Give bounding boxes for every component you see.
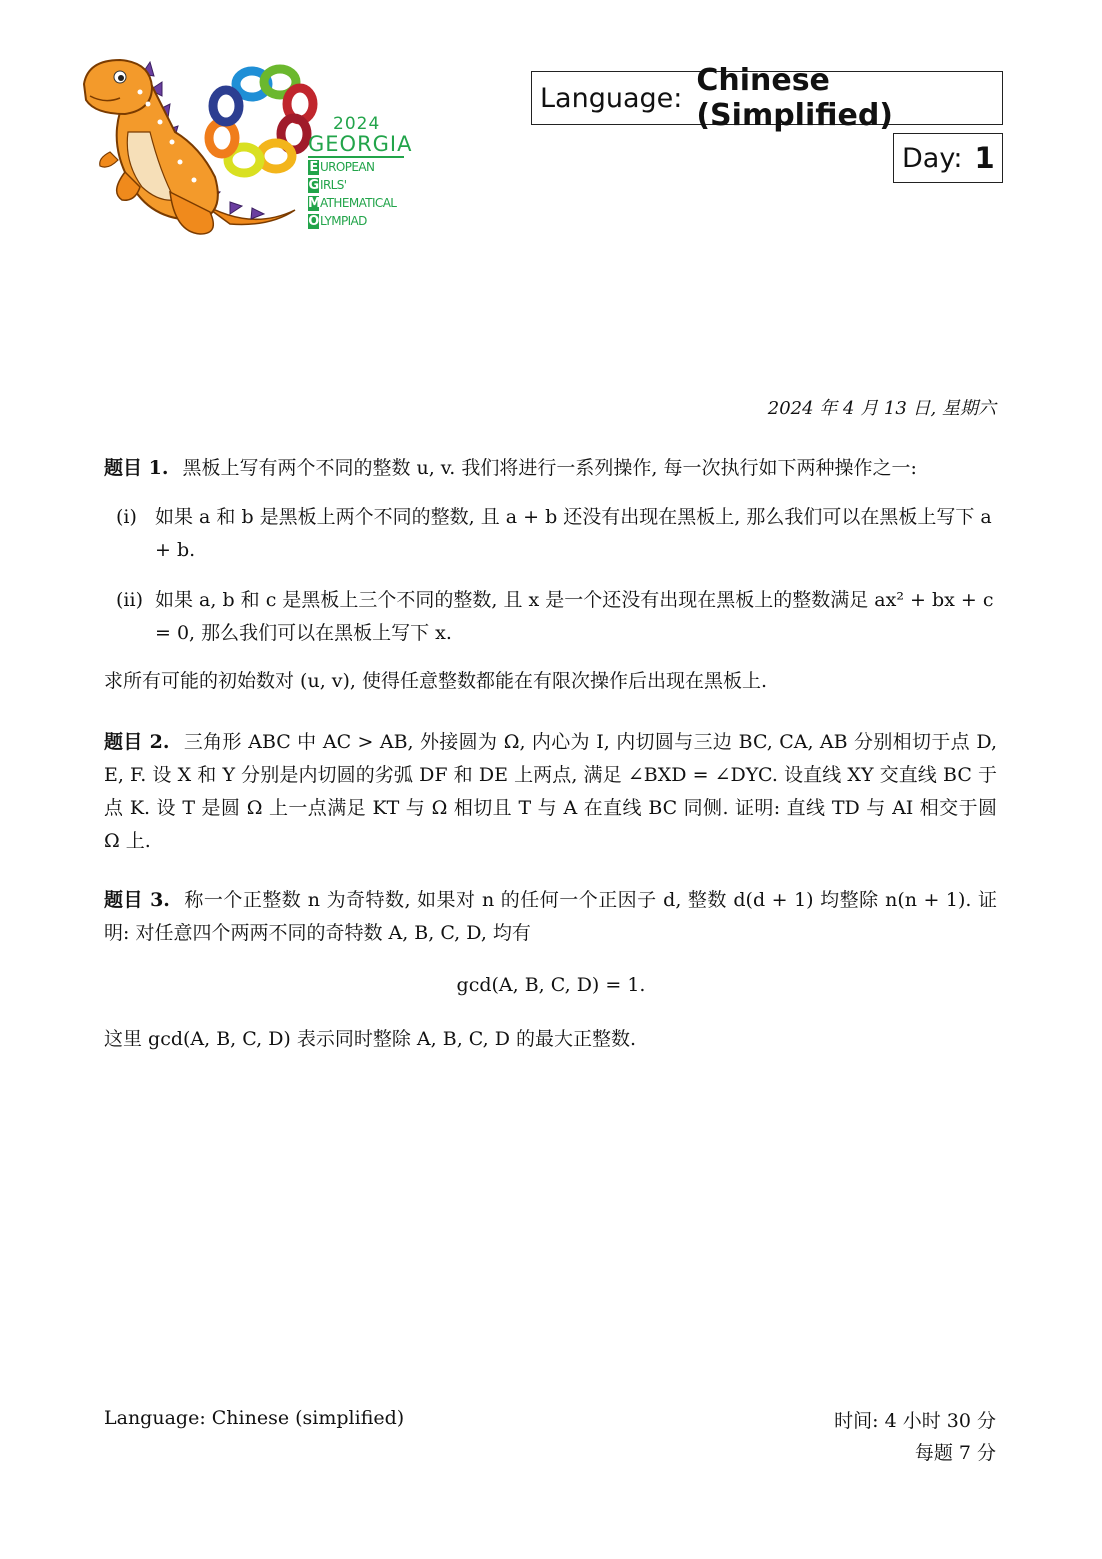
problem-3-title: 题目 3. — [104, 889, 170, 911]
problem-1-item-i — [116, 501, 997, 567]
language-label: Language: — [540, 82, 683, 114]
logo-year: 2024 — [333, 114, 381, 134]
day-box — [893, 133, 1003, 183]
problem-3 — [104, 884, 997, 950]
footer-language: Language: Chinese (simplified) — [104, 1407, 405, 1429]
problem-1-intro — [104, 452, 997, 485]
egmo-logo — [80, 52, 413, 242]
logo-divider — [308, 156, 404, 158]
problem-1-text: 黑板上写有两个不同的整数 u, v. 我们将进行一系列操作, 每一次执行如下两种操作之一: — [182, 457, 917, 479]
footer-info — [834, 1405, 996, 1469]
logo-country: GEORGIA — [308, 132, 413, 156]
problem-2-text: 三角形 ABC 中 AC > AB, 外接圆为 Ω, 内心为 I, 内切圆与三边 BC, CA, AB 分别相切于点 D, E, F. 设 X 和 Y 分别是内切圆的劣弧 DF 和 DE 上两点, 满足 ∠BXD = ∠DYC. 设直线 XY 交直线 BC 于点 K. 设 T 是圆 Ω 上一点满足 KT 与 Ω 相切且 T 与 A 在直线 BC 同侧. 证明: 直线 TD 与 AI 相交于圆 Ω 上. — [104, 731, 998, 852]
problem-2 — [104, 726, 997, 858]
logo-acronym-line: GIRLS' — [308, 178, 347, 193]
logo-acronym-line: OLYMPIAD — [308, 214, 367, 229]
day-label: Day: — [902, 142, 963, 174]
problem-1-question: 求所有可能的初始数对 (u, v), 使得任意整数都能在有限次操作后出现在黑板上. — [104, 670, 768, 692]
item-number: (i) — [116, 506, 137, 528]
problem-3-text: 称一个正整数 n 为奇特数, 如果对 n 的任何一个正因子 d, 整数 d(d + 1) 均整除 n(n + 1). 证明: 对任意四个两两不同的奇特数 A, B, C, D, 均有 — [104, 889, 997, 944]
logo-acronym-line: MATHEMATICAL — [308, 196, 397, 211]
day-value: 1 — [974, 141, 995, 175]
problem-3-note: 这里 gcd(A, B, C, D) 表示同时整除 A, B, C, D 的最大正整数. — [104, 1028, 637, 1050]
language-box — [531, 63, 1003, 133]
language-value: Chinese (Simplified) — [696, 63, 894, 133]
problem-1-title: 题目 1. — [104, 457, 169, 479]
item-text: 如果 a, b 和 c 是黑板上三个不同的整数, 且 x 是一个还没有出现在黑板上的整数满足 ax² + bx + c = 0, 那么我们可以在黑板上写下 x. — [155, 589, 994, 644]
problem-1-item-ii — [116, 584, 997, 650]
footer-time: 时间: 4 小时 30 分 — [834, 1410, 996, 1432]
item-number: (ii) — [116, 589, 143, 611]
problem-3-formula: gcd(A, B, C, D) = 1. — [456, 974, 646, 996]
footer-points: 每题 7 分 — [914, 1442, 996, 1464]
exam-date: 2024 年 4 月 13 日, 星期六 — [767, 398, 996, 419]
logo-acronym-line: E UROPEAN — [309, 160, 375, 175]
item-text: 如果 a 和 b 是黑板上两个不同的整数, 且 a + b 还没有出现在黑板上, 那么我们可以在黑板上写下 a + b. — [155, 506, 992, 561]
problem-2-title: 题目 2. — [104, 731, 170, 753]
